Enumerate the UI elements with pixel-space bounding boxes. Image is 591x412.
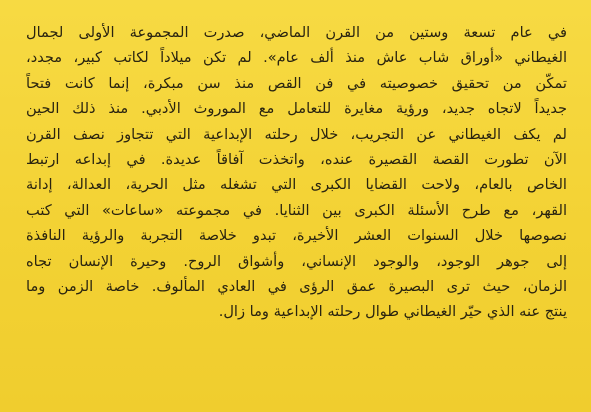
paragraph-line: الآن تطورت القصة القصيرة عنده، واتخذت آفاقاً عديدة. في إبداعه ارتبط <box>26 151 567 169</box>
paragraph-line: ينتج عنه الذي حيّر الغيطاني طوال رحلته الإبداعية وما زال. <box>218 303 567 321</box>
article-paragraph <box>26 20 567 325</box>
paragraph-line: القهر، مع طرح الأسئلة الكبرى بين الثنايا. في مجموعته «ساعات» التي كتب <box>26 201 567 219</box>
paragraph-line: الزمان، حيث ترى البصيرة عمق الرؤى في العادي المألوف. خاصة الزمن وما <box>26 278 567 296</box>
paragraph-line: في عام تسعة وستين من القرن الماضي، صدرت المجموعة الأولى لجمال <box>26 24 567 41</box>
paragraph-line: جديداً لاتجاه جديد، ورؤية مغايرة للتعامل مع الموروث الأدبي. منذ ذلك الحين <box>26 100 567 118</box>
paragraph-line: الغيطاني «أوراق شاب عاش منذ ألف عام». لم تكن ميلاداً لكاتب كبير، مجدد، <box>26 49 567 67</box>
paragraph-line: لم يكف الغيطاني عن التجريب، خلال رحلته الإبداعية التي تتجاوز نصف القرن <box>26 125 567 143</box>
paragraph-line: إلى جوهر الوجود، والوجود الإنساني، وأشواق الروح. وحيرة الإنسان تجاه <box>26 252 567 270</box>
paragraph-line: الخاص بالعام، ولاحت القضايا الكبرى التي تشغله مثل الحرية، العدالة، إدانة <box>26 176 567 194</box>
paragraph-line: تمكّن من تحقيق خصوصيته في فن القص منذ سن مبكرة، إنما كانت فتحاً <box>26 74 567 92</box>
paragraph-line: نصوصها خلال السنوات العشر الأخيرة، تبدو خلاصة التجربة والرؤية النافذة <box>26 227 567 245</box>
